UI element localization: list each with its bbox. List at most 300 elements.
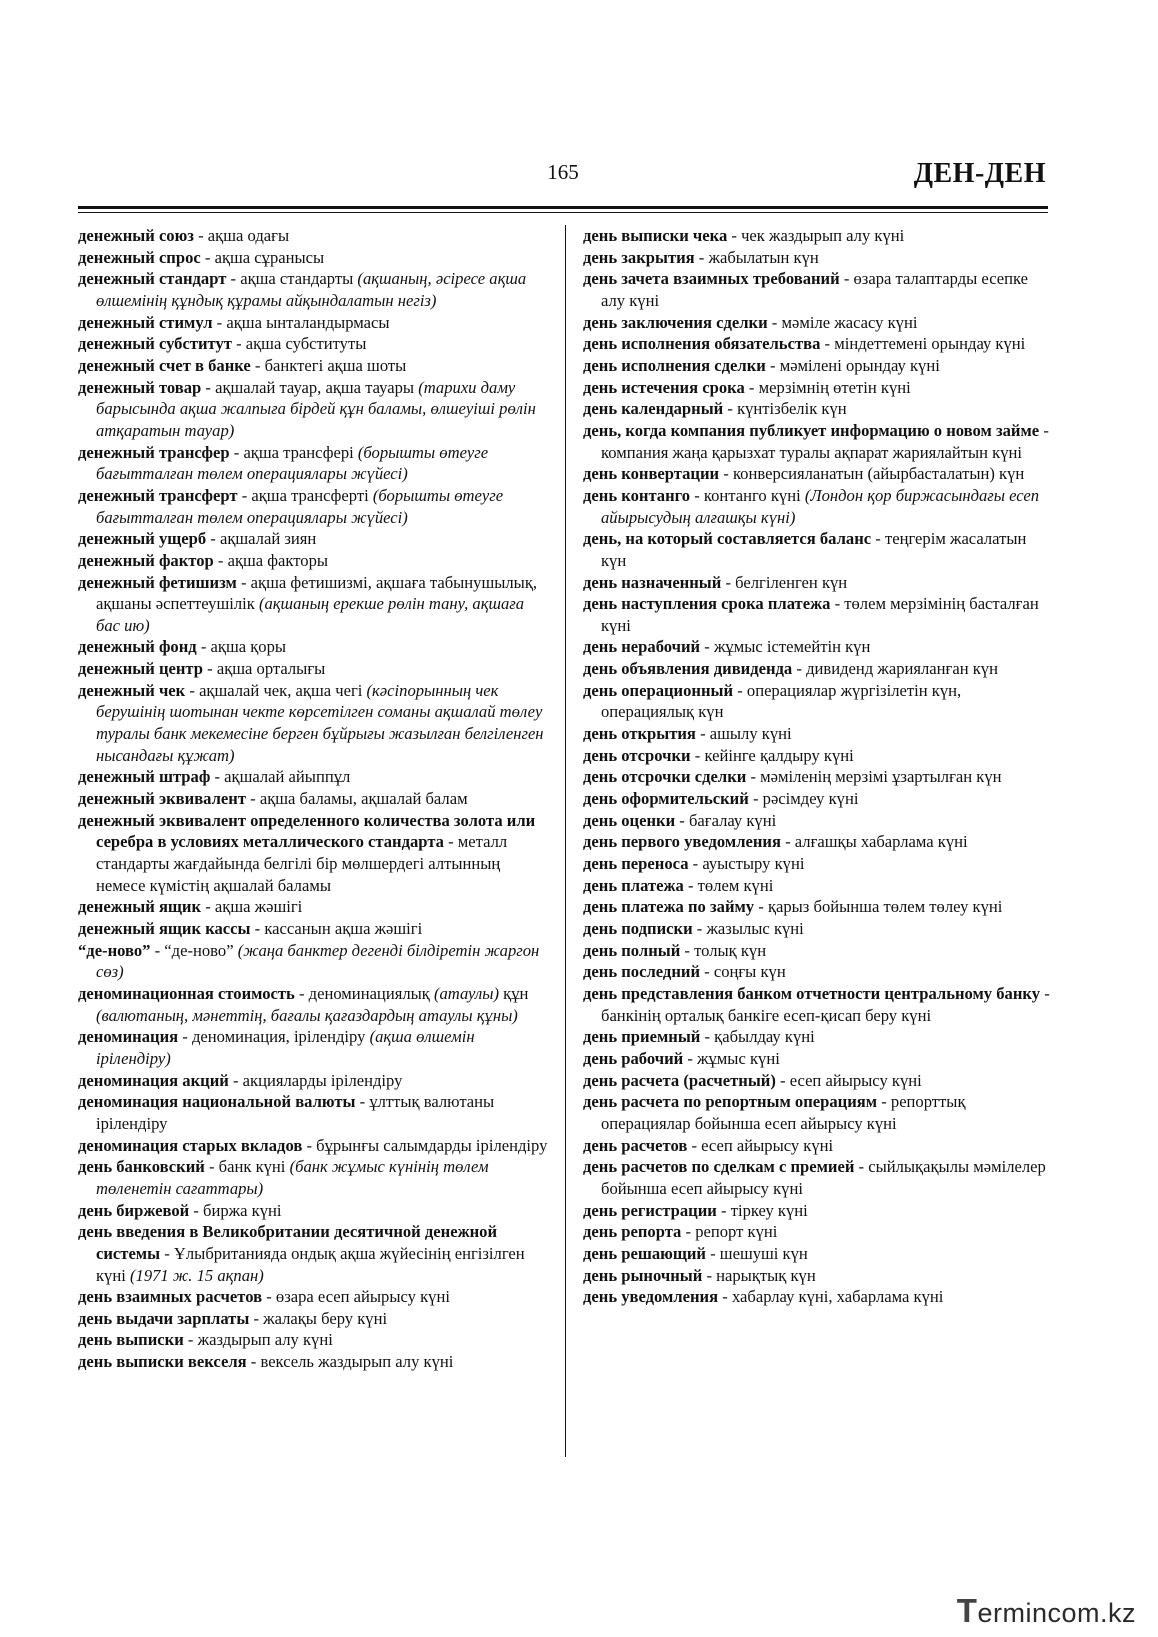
dictionary-entry bbox=[78, 247, 548, 269]
entry-term: денежный фонд bbox=[78, 637, 197, 657]
dictionary-entry bbox=[78, 550, 548, 572]
dictionary-entry bbox=[583, 1156, 1053, 1199]
entry-translation: шешуші күн bbox=[719, 1243, 808, 1263]
entry-translation: мәмілені орындау күні bbox=[779, 355, 940, 375]
entry-translation: қабылдау күні bbox=[714, 1027, 815, 1047]
entry-term: деноминация bbox=[78, 1027, 179, 1047]
entry-term: день открытия bbox=[583, 724, 696, 744]
dictionary-entry bbox=[78, 485, 548, 528]
entry-translation: өзара талаптарды есепке алу күні bbox=[601, 269, 1029, 310]
dictionary-entry bbox=[583, 1070, 1053, 1092]
dictionary-entry bbox=[78, 1308, 548, 1330]
entry-term: день, когда компания публикует информацию о новом займе bbox=[583, 420, 1040, 440]
entry-translation: бұрынғы салымдарды ірілендіру bbox=[316, 1135, 548, 1155]
entry-term: день календарный bbox=[583, 399, 724, 419]
entry-translation: ақша факторы bbox=[227, 550, 329, 570]
dictionary-entry bbox=[583, 312, 1053, 334]
dictionary-entry bbox=[583, 788, 1053, 810]
entry-separator: - bbox=[150, 940, 165, 960]
entry-separator: - bbox=[700, 1027, 715, 1047]
entry-separator: - bbox=[719, 464, 733, 484]
dictionary-entry bbox=[78, 442, 548, 485]
entry-translation: есеп айырысу күні bbox=[789, 1070, 922, 1090]
entry-separator: - bbox=[733, 680, 747, 700]
entry-separator: - bbox=[690, 485, 704, 505]
entry-term: “де-ново” bbox=[78, 940, 151, 960]
entry-separator: - bbox=[688, 854, 703, 874]
entry-translation: ақша ынталандырмасы bbox=[226, 312, 390, 332]
dictionary-entry bbox=[583, 485, 1053, 528]
dictionary-entry bbox=[583, 766, 1053, 788]
dictionary-entry bbox=[583, 247, 1053, 269]
dictionary-entry bbox=[583, 745, 1053, 767]
entry-note: (ақшаның, әсіресе ақша өлшемінің құндық құрамы айқындалатын негіз) bbox=[96, 269, 527, 310]
dictionary-entry bbox=[583, 355, 1053, 377]
entry-translation: жұмыс күні bbox=[697, 1048, 780, 1068]
dictionary-entry bbox=[78, 983, 548, 1026]
entry-translation: металл стандарты жағдайында белгілі бір мөлшердегі алтынның немесе күмістің ақшалай баламы bbox=[96, 832, 508, 895]
dictionary-entry bbox=[583, 940, 1053, 962]
entry-separator: - bbox=[196, 637, 211, 657]
entry-separator: - bbox=[692, 919, 707, 938]
dictionary-entry bbox=[78, 225, 548, 247]
entry-translation: мәміленің мерзімі ұзартылған күн bbox=[760, 767, 1002, 787]
entry-separator: - bbox=[250, 355, 265, 375]
entry-term: денежный фетишизм bbox=[78, 572, 237, 592]
entry-separator: - bbox=[185, 680, 200, 700]
entry-note: (кәсіпорынның чек берушінің шотынан чекте көрсетілген соманы ақшалай төлеу туралы банк мекемесіне берген бұйрығы жазылған белгіленген нысандағы құжат) bbox=[96, 680, 544, 765]
entry-term: день платежа bbox=[583, 875, 684, 895]
entry-translation: репорт күні bbox=[695, 1222, 778, 1242]
entry-separator: - bbox=[443, 832, 458, 852]
entry-separator: - bbox=[690, 745, 705, 765]
entry-translation: банк күні bbox=[218, 1157, 290, 1177]
entry-translation: контанго күні bbox=[703, 485, 805, 505]
entry-term: день решающий bbox=[583, 1243, 706, 1263]
dictionary-entry bbox=[78, 268, 548, 311]
entry-note: (ақша өлшемін ірілендіру) bbox=[96, 1027, 475, 1068]
dictionary-entry bbox=[78, 1200, 548, 1222]
entry-separator: - bbox=[780, 832, 795, 852]
watermark-initial: T bbox=[956, 1592, 978, 1629]
dictionary-entry bbox=[78, 810, 548, 897]
dictionary-entry bbox=[78, 333, 548, 355]
dictionary-entry bbox=[583, 723, 1053, 745]
entry-translation: толық күн bbox=[694, 940, 767, 960]
entry-separator: - bbox=[775, 1070, 790, 1090]
entry-translation: акцияларды ірілендіру bbox=[242, 1070, 403, 1090]
entry-separator: - bbox=[210, 767, 225, 787]
entry-separator: - bbox=[748, 789, 763, 809]
dictionary-entry bbox=[583, 1026, 1053, 1048]
entry-term: денежный центр bbox=[78, 659, 204, 679]
entry-separator: - bbox=[681, 1222, 696, 1242]
dictionary-entry bbox=[78, 1351, 548, 1373]
dictionary-entry bbox=[78, 940, 548, 983]
entry-translation: репорттық операциялар бойынша есеп айырысу күні bbox=[601, 1092, 966, 1133]
entry-translation: ашылу күні bbox=[709, 724, 792, 744]
entry-term: день исполнения сделки bbox=[583, 355, 766, 375]
dictionary-entry bbox=[78, 312, 548, 334]
entry-term: день представления банком отчетности центральному банку bbox=[583, 983, 1041, 1003]
entry-separator: - bbox=[716, 1200, 731, 1220]
entry-term: денежный трансфер bbox=[78, 442, 230, 462]
entry-term: день закрытия bbox=[583, 247, 695, 267]
entry-separator: - bbox=[212, 312, 227, 332]
entry-translation: жазылыс күні bbox=[706, 919, 804, 938]
entry-term: день, на который составляется баланс bbox=[583, 529, 872, 549]
entry-translation: ақша жәшігі bbox=[214, 897, 303, 917]
dictionary-entry bbox=[583, 875, 1053, 897]
entry-term: деноминационная стоимость bbox=[78, 983, 295, 1003]
dictionary-entry bbox=[78, 1329, 548, 1351]
entry-translation: кейінге қалдыру күні bbox=[704, 745, 854, 765]
dictionary-entry bbox=[78, 1070, 548, 1092]
dictionary-entry bbox=[78, 1135, 548, 1157]
entry-separator: - bbox=[839, 269, 854, 289]
entry-separator: - bbox=[767, 312, 782, 332]
header-rule-thick bbox=[78, 206, 1048, 209]
entry-translation: бағалау күні bbox=[688, 810, 777, 830]
dictionary-entry bbox=[78, 355, 548, 377]
dictionary-entry bbox=[78, 766, 548, 788]
entry-translation: ақша қоры bbox=[210, 637, 287, 657]
entry-translation: қарыз бойынша төлем төлеу күні bbox=[767, 897, 1003, 917]
entry-separator: - bbox=[178, 1027, 192, 1047]
dictionary-entry bbox=[78, 1156, 548, 1199]
entry-separator: - bbox=[683, 1048, 698, 1068]
entry-separator: - bbox=[237, 485, 252, 505]
dictionary-entry bbox=[583, 680, 1053, 723]
entry-translation: хабарлау күні, хабарлама күні bbox=[731, 1287, 944, 1307]
entry-term: день контанго bbox=[583, 485, 691, 505]
dictionary-entry bbox=[78, 680, 548, 767]
entry-separator: - bbox=[700, 962, 714, 982]
entry-separator: - bbox=[213, 550, 228, 570]
entry-translation: ақша баламы, ақшалай балам bbox=[259, 789, 468, 809]
dictionary-entry bbox=[78, 918, 548, 940]
entry-separator: - bbox=[226, 269, 241, 289]
entry-term: денежный спрос bbox=[78, 247, 201, 267]
entry-note: (борышты өтеуге бағытталған төлем операциялары жүйесі) bbox=[96, 442, 489, 484]
entry-translation: теңгерім жасалатын күн bbox=[601, 529, 1027, 570]
dictionary-entry bbox=[583, 463, 1053, 485]
dictionary-entry bbox=[583, 1265, 1053, 1287]
entry-term: день выписки bbox=[78, 1330, 184, 1350]
entry-translation: міндеттемені орындау күні bbox=[834, 334, 1026, 354]
entry-note: (атаулы) bbox=[433, 983, 499, 1003]
entry-separator: - bbox=[700, 637, 714, 657]
entry-translation: чек жаздырып алу күні bbox=[741, 226, 905, 245]
dictionary-entry bbox=[78, 658, 548, 680]
dictionary-entry bbox=[78, 377, 548, 442]
entry-term: день последний bbox=[583, 962, 700, 982]
dictionary-entry bbox=[78, 1286, 548, 1308]
entry-term: день платежа по займу bbox=[583, 897, 755, 917]
dictionary-entry bbox=[78, 896, 548, 918]
entry-separator: - bbox=[695, 724, 710, 744]
entry-translation: ақша одағы bbox=[207, 226, 290, 245]
entry-translation: жаздырып алу күні bbox=[197, 1330, 333, 1350]
entry-separator: - bbox=[294, 983, 309, 1003]
dictionary-entry bbox=[583, 961, 1053, 983]
entry-term: денежный трансферт bbox=[78, 485, 238, 505]
entry-separator: - bbox=[183, 1330, 198, 1350]
entry-translation: ақша орталығы bbox=[216, 659, 326, 679]
entry-separator: - bbox=[694, 247, 709, 267]
entry-separator: - bbox=[355, 1092, 370, 1112]
entry-term: деноминация акций bbox=[78, 1070, 229, 1090]
entry-translation: мерзімнің өтетін күні bbox=[758, 377, 911, 397]
entry-separator: - bbox=[201, 897, 215, 917]
entry-separator: - bbox=[204, 1157, 219, 1177]
dictionary-entry bbox=[78, 1091, 548, 1134]
entry-translation: төлем күні bbox=[697, 875, 774, 895]
entry-separator: - bbox=[705, 1243, 720, 1263]
entry-translation: нарықтық күн bbox=[716, 1265, 816, 1285]
entry-translation: тіркеу күні bbox=[730, 1200, 808, 1220]
entry-translation: вексель жаздырып алу күні bbox=[260, 1352, 454, 1372]
entry-translation: деноминация, ірілендіру bbox=[191, 1027, 370, 1047]
header-rule-thin bbox=[78, 212, 1048, 213]
entry-translation: конверсияланатын (айырбасталатын) күн bbox=[732, 464, 1025, 484]
entry-term: день переноса bbox=[583, 854, 689, 874]
entry-separator: - bbox=[200, 247, 215, 267]
entry-note: (борышты өтеуге бағытталған төлем операциялары жүйесі) bbox=[96, 485, 504, 527]
entry-translation: ұлттық валютаны ірілендіру bbox=[96, 1092, 495, 1133]
entry-term: день выписки векселя bbox=[78, 1352, 247, 1372]
entry-separator: - bbox=[680, 940, 695, 960]
entry-separator: - bbox=[792, 659, 807, 679]
entry-term: денежный ящик кассы bbox=[78, 919, 251, 938]
dictionary-entry bbox=[583, 593, 1053, 636]
entry-separator: - bbox=[754, 897, 768, 917]
page-number: 165 bbox=[547, 160, 579, 184]
entry-separator: - bbox=[746, 767, 761, 787]
entry-term: день рабочий bbox=[583, 1048, 684, 1068]
entry-term: день отсрочки bbox=[583, 745, 691, 765]
entry-translation: компания жаңа қарызхат туралы ақпарат жариялайтын күні bbox=[601, 442, 1023, 462]
dictionary-entry bbox=[583, 377, 1053, 399]
entry-separator: - bbox=[727, 226, 742, 245]
entry-term: день объявления дивиденда bbox=[583, 659, 793, 679]
dictionary-entry bbox=[583, 420, 1053, 463]
entry-term: денежный чек bbox=[78, 680, 186, 700]
entry-separator: - bbox=[231, 334, 246, 354]
entry-translation: ақшалай зиян bbox=[219, 529, 317, 549]
entry-translation: ақша фетишизмі, ақшаға табынушылық, ақшаны әспеттеушілік bbox=[96, 572, 538, 614]
entry-separator: - bbox=[206, 529, 220, 549]
entry-term: день биржевой bbox=[78, 1200, 190, 1220]
entry-translation: төлем мерзімінің басталған күні bbox=[601, 594, 1039, 635]
entry-separator: - bbox=[249, 1308, 264, 1328]
entry-term: день подписки bbox=[583, 919, 693, 938]
entry-term: день заключения сделки bbox=[583, 312, 768, 332]
entry-translation: өзара есеп айырысу күні bbox=[275, 1287, 450, 1307]
dictionary-entry bbox=[583, 1200, 1053, 1222]
dictionary-entry bbox=[583, 918, 1053, 940]
entry-term: день полный bbox=[583, 940, 681, 960]
dictionary-entry bbox=[583, 831, 1053, 853]
dictionary-entry bbox=[583, 1243, 1053, 1265]
entry-translation: ауыстыру күні bbox=[702, 854, 805, 874]
entry-term: день исполнения обязательства bbox=[583, 334, 821, 354]
entry-separator: - bbox=[820, 334, 835, 354]
entry-separator: - bbox=[723, 399, 738, 419]
entry-term: день регистрации bbox=[583, 1200, 717, 1220]
dictionary-entry bbox=[583, 1091, 1053, 1134]
entry-term: день рыночный bbox=[583, 1265, 703, 1285]
entry-term: день расчета (расчетный) bbox=[583, 1070, 776, 1090]
dictionary-entry bbox=[583, 572, 1053, 594]
site-watermark bbox=[957, 1592, 1136, 1630]
entry-translation: ақша субституты bbox=[245, 334, 367, 354]
entry-term: день выдачи зарплаты bbox=[78, 1308, 250, 1328]
entry-term: день конвертации bbox=[583, 464, 720, 484]
entry-term: день введения в Великобритании десятичной денежной системы bbox=[78, 1222, 498, 1263]
entry-term: день первого уведомления bbox=[583, 832, 781, 852]
entry-separator: - bbox=[830, 594, 845, 614]
entry-term: день уведомления bbox=[583, 1287, 719, 1307]
entry-term: денежный эквивалент определенного количества золота или серебра в условиях металлического стандарта bbox=[78, 810, 536, 852]
entry-separator: - bbox=[262, 1287, 276, 1307]
entry-translation: сыйлықақылы мәмілелер бойынша есеп айырысу күні bbox=[601, 1157, 1046, 1198]
entry-term: денежный фактор bbox=[78, 550, 214, 570]
entry-translation: ақшалай айыппұл bbox=[224, 767, 351, 787]
entry-term: день оценки bbox=[583, 810, 676, 830]
entry-separator: - bbox=[246, 1352, 261, 1372]
entry-note: (жаңа банктер дегенді білдіретін жаргон сөз) bbox=[96, 940, 540, 982]
entry-separator: - bbox=[702, 1265, 717, 1285]
entry-separator: - bbox=[228, 1070, 243, 1090]
entry-separator: - bbox=[189, 1200, 204, 1220]
entry-translation: ақша трансферті bbox=[251, 485, 373, 505]
entry-translation: жұмыс істемейтін күн bbox=[713, 637, 871, 657]
entry-translation: алғашқы хабарлама күні bbox=[794, 832, 968, 852]
dictionary-entry bbox=[583, 1135, 1053, 1157]
entry-translation: рәсімдеу күні bbox=[762, 789, 859, 809]
entry-separator: - bbox=[721, 572, 736, 592]
entry-term: день репорта bbox=[583, 1222, 682, 1242]
entry-separator: - bbox=[877, 1092, 891, 1112]
entry-translation: биржа күні bbox=[203, 1200, 282, 1220]
entry-translation: жалақы беру күні bbox=[263, 1308, 388, 1328]
entry-translation: деноминациялық bbox=[308, 983, 434, 1003]
dictionary-entry bbox=[583, 333, 1053, 355]
entry-translation: банктегі ақша шоты bbox=[264, 355, 407, 375]
dictionary-entry bbox=[583, 853, 1053, 875]
dictionary-entry bbox=[583, 983, 1053, 1026]
entry-term: денежный союз bbox=[78, 226, 194, 245]
dictionary-entry bbox=[78, 636, 548, 658]
entry-term: день зачета взаимных требований bbox=[583, 269, 840, 289]
dictionary-entry bbox=[583, 528, 1053, 571]
entry-separator: - bbox=[193, 226, 208, 245]
right-column bbox=[583, 225, 1053, 1308]
entry-separator: - bbox=[302, 1135, 317, 1155]
entry-translation: ақша стандарты bbox=[240, 269, 358, 289]
dictionary-entry bbox=[583, 896, 1053, 918]
entry-note: (ақшаның ерекше рөлін тану, ақшаға бас ию) bbox=[96, 594, 525, 635]
entry-term: день расчетов по сделкам с премией bbox=[583, 1157, 855, 1177]
entry-term: денежный ущерб bbox=[78, 529, 207, 549]
entry-translation: күнтізбелік күн bbox=[737, 399, 847, 419]
entry-translation: Ұлыбританияда ондық ақша жүйесінің енгізілген күні bbox=[96, 1243, 525, 1285]
entry-term: денежный эквивалент bbox=[78, 789, 246, 809]
entry-translation: жабылатын күн bbox=[708, 247, 819, 267]
entry-separator: - bbox=[744, 377, 759, 397]
entry-translation: соңғы күн bbox=[713, 962, 786, 982]
dictionary-entry bbox=[583, 268, 1053, 311]
entry-term: денежный стимул bbox=[78, 312, 213, 332]
entry-term: день расчета по репортным операциям bbox=[583, 1092, 878, 1112]
entry-term: день взаимных расчетов bbox=[78, 1287, 263, 1307]
entry-note: (тарихи даму барысында ақша жалпыға бірдей құн баламы, өлшеуіші рөлін атқаратын тауар) bbox=[96, 377, 536, 440]
entry-term: денежный товар bbox=[78, 377, 202, 397]
entry-translation: белгіленген күн bbox=[735, 572, 848, 592]
entry-term: день приемный bbox=[583, 1027, 701, 1047]
entry-translation: ақшалай тауар, ақша тауары bbox=[215, 377, 419, 397]
entry-translation: “де-ново” bbox=[164, 940, 238, 960]
entry-term: денежный штраф bbox=[78, 767, 211, 787]
entry-term: день выписки чека bbox=[583, 226, 728, 245]
entry-note: (валютаның, мәнеттің, бағалы қағаздардың атаулы құны) bbox=[96, 1005, 518, 1025]
watermark-text: ermincom.kz bbox=[977, 1598, 1136, 1628]
entry-separator: - bbox=[871, 529, 885, 549]
entry-translation: ақшалай чек, ақша чегі bbox=[199, 680, 367, 700]
entry-separator: - bbox=[246, 789, 260, 809]
entry-separator: - bbox=[229, 442, 244, 462]
dictionary-entry bbox=[78, 528, 548, 550]
entry-term: деноминация старых вкладов bbox=[78, 1135, 303, 1155]
entry-term: день операционный bbox=[583, 680, 734, 700]
entry-term: денежный ящик bbox=[78, 897, 202, 917]
entry-term: день назначенный bbox=[583, 572, 722, 592]
entry-separator: - bbox=[683, 875, 698, 895]
entry-translation: мәміле жасасу күні bbox=[781, 312, 918, 332]
dictionary-entry bbox=[583, 1221, 1053, 1243]
left-column bbox=[78, 225, 548, 1373]
dictionary-entry bbox=[78, 1026, 548, 1069]
dictionary-entry bbox=[583, 1286, 1053, 1308]
entry-separator: - bbox=[250, 919, 265, 938]
column-divider bbox=[565, 225, 566, 1457]
entry-term: денежный счет в банке bbox=[78, 355, 251, 375]
dictionary-entry bbox=[583, 810, 1053, 832]
entry-term: денежный субститут bbox=[78, 334, 232, 354]
entry-term: деноминация национальной валюты bbox=[78, 1092, 356, 1112]
entry-note: (банк жұмыс күнінің төлем төленетін сағаттары) bbox=[96, 1157, 489, 1198]
entry-translation: ақша сұранысы bbox=[214, 247, 325, 267]
entry-separator: - bbox=[718, 1287, 732, 1307]
dictionary-entry bbox=[78, 1221, 548, 1286]
entry-translation: банкінің орталық банкіге есеп-қисап беру күні bbox=[601, 1005, 932, 1025]
entry-term: день наступления срока платежа bbox=[583, 594, 831, 614]
entry-note: (1971 ж. 15 ақпан) bbox=[130, 1265, 264, 1285]
entry-separator: - bbox=[160, 1243, 174, 1263]
entry-term: день оформительский bbox=[583, 789, 749, 809]
entry-term: день нерабочий bbox=[583, 637, 701, 657]
dictionary-entry bbox=[583, 1048, 1053, 1070]
entry-note: (Лондон қор биржасындағы есеп айырысудың алғашқы күні) bbox=[601, 485, 1040, 527]
entry-term: день расчетов bbox=[583, 1135, 688, 1155]
entry-separator: - bbox=[236, 572, 251, 592]
entry-separator: - bbox=[687, 1135, 702, 1155]
entry-translation: дивиденд жарияланған күн bbox=[806, 659, 998, 679]
entry-term: день истечения срока bbox=[583, 377, 745, 397]
entry-separator: - bbox=[765, 355, 780, 375]
entry-separator: - bbox=[1039, 420, 1049, 440]
